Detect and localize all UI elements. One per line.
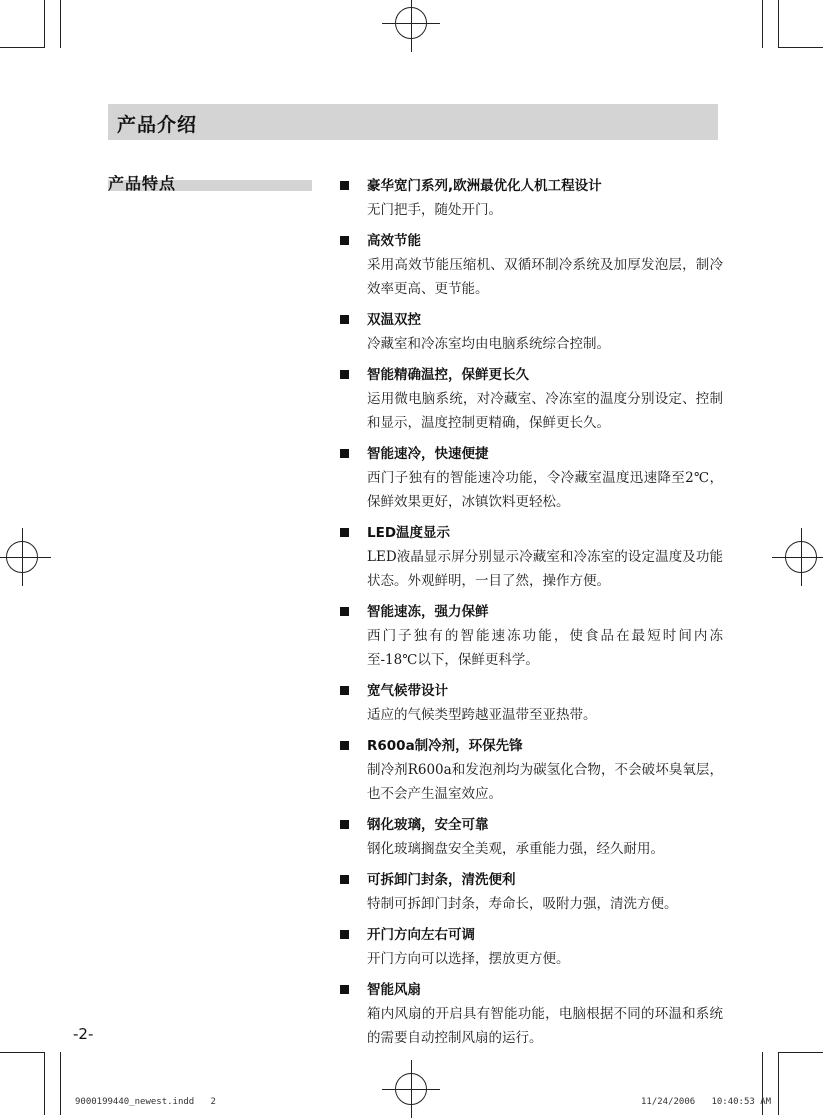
feature-title: 宽气候带设计 xyxy=(367,683,448,699)
section-title: 产品介绍 xyxy=(117,114,198,136)
square-bullet-icon xyxy=(340,820,349,829)
section-header xyxy=(108,104,718,140)
feature-item xyxy=(338,521,723,593)
crop-mark xyxy=(44,1052,45,1115)
square-bullet-icon xyxy=(340,686,349,695)
feature-title: 智能速冷，快速便捷 xyxy=(367,446,489,462)
feature-item xyxy=(338,923,723,971)
feature-description: 制冷剂R600a和发泡剂均为碳氢化合物，不会破坏臭氧层，也不会产生温室效应。 xyxy=(367,762,723,802)
feature-item xyxy=(338,174,723,222)
feature-title: 双温双控 xyxy=(367,312,421,328)
square-bullet-icon xyxy=(340,741,349,750)
crop-mark xyxy=(778,0,779,48)
square-bullet-icon xyxy=(340,449,349,458)
feature-title: 智能精确温控，保鲜更长久 xyxy=(367,367,529,383)
square-bullet-icon xyxy=(340,236,349,245)
page-number: -2- xyxy=(73,1025,94,1043)
crop-mark xyxy=(60,0,61,48)
square-bullet-icon xyxy=(340,985,349,994)
feature-item xyxy=(338,600,723,672)
crop-mark xyxy=(762,0,763,48)
feature-item xyxy=(338,442,723,514)
square-bullet-icon xyxy=(340,607,349,616)
feature-title: 智能风扇 xyxy=(367,982,421,998)
feature-title: 豪华宽门系列,欧洲最优化人机工程设计 xyxy=(367,178,602,194)
square-bullet-icon xyxy=(340,528,349,537)
feature-description: 适应的气候类型跨越亚温带至亚热带。 xyxy=(367,707,597,723)
feature-title: 钢化玻璃，安全可靠 xyxy=(367,817,489,833)
crop-mark xyxy=(0,1052,44,1053)
registration-mark-right xyxy=(785,541,817,573)
feature-item xyxy=(338,679,723,727)
feature-item xyxy=(338,229,723,301)
registration-mark-top xyxy=(395,7,427,39)
feature-title: 高效节能 xyxy=(367,233,421,249)
feature-description: 无门把手，随处开门。 xyxy=(367,202,502,218)
feature-item xyxy=(338,363,723,435)
feature-description: 运用微电脑系统，对冷藏室、冷冻室的温度分别设定、控制和显示，温度控制更精确，保鲜更长久。 xyxy=(367,391,723,431)
feature-description: 开门方向可以选择，摆放更方便。 xyxy=(367,951,570,967)
crop-mark xyxy=(0,47,44,48)
feature-description: 西门子独有的智能速冻功能，使食品在最短时间内冻至-18℃以下，保鲜更科学。 xyxy=(367,628,723,668)
square-bullet-icon xyxy=(340,181,349,190)
square-bullet-icon xyxy=(340,875,349,884)
subsection-title: 产品特点 xyxy=(108,174,177,193)
registration-mark-left xyxy=(6,541,38,573)
registration-mark-bottom xyxy=(395,1073,427,1105)
feature-title: LED温度显示 xyxy=(367,525,451,541)
feature-item xyxy=(338,308,723,356)
crop-mark xyxy=(778,1052,823,1053)
crop-mark xyxy=(778,47,823,48)
feature-item xyxy=(338,813,723,861)
feature-description: 特制可拆卸门封条，寿命长，吸附力强，清洗方便。 xyxy=(367,896,678,912)
feature-item xyxy=(338,734,723,806)
feature-title: R600a制冷剂，环保先锋 xyxy=(367,738,523,754)
feature-description: 采用高效节能压缩机、双循环制冷系统及加厚发泡层，制冷效率更高、更节能。 xyxy=(367,257,723,297)
feature-title: 开门方向左右可调 xyxy=(367,927,475,943)
feature-list xyxy=(338,174,723,1057)
print-slug-filename: 9000199440_newest.indd 2 xyxy=(75,1097,216,1107)
feature-item xyxy=(338,978,723,1050)
crop-mark xyxy=(778,1052,779,1115)
feature-title: 智能速冻，强力保鲜 xyxy=(367,604,489,620)
feature-description: 冷藏室和冷冻室均由电脑系统综合控制。 xyxy=(367,336,610,352)
feature-description: 钢化玻璃搁盘安全美观，承重能力强，经久耐用。 xyxy=(367,841,664,857)
crop-mark xyxy=(60,1052,61,1115)
feature-description: LED液晶显示屏分别显示冷藏室和冷冻室的设定温度及功能状态。外观鲜明，一目了然，操作方便。 xyxy=(367,549,723,589)
feature-item xyxy=(338,868,723,916)
feature-title: 可拆卸门封条，清洗便利 xyxy=(367,872,516,888)
square-bullet-icon xyxy=(340,370,349,379)
square-bullet-icon xyxy=(340,930,349,939)
square-bullet-icon xyxy=(340,315,349,324)
print-slug-datetime: 11/24/2006 10:40:53 AM xyxy=(641,1097,772,1107)
feature-description: 箱内风扇的开启具有智能功能，电脑根据不同的环温和系统的需要自动控制风扇的运行。 xyxy=(367,1006,723,1046)
crop-mark xyxy=(44,0,45,48)
feature-description: 西门子独有的智能速冷功能，令冷藏室温度迅速降至2℃，保鲜效果更好，冰镇饮料更轻松。 xyxy=(367,470,723,510)
